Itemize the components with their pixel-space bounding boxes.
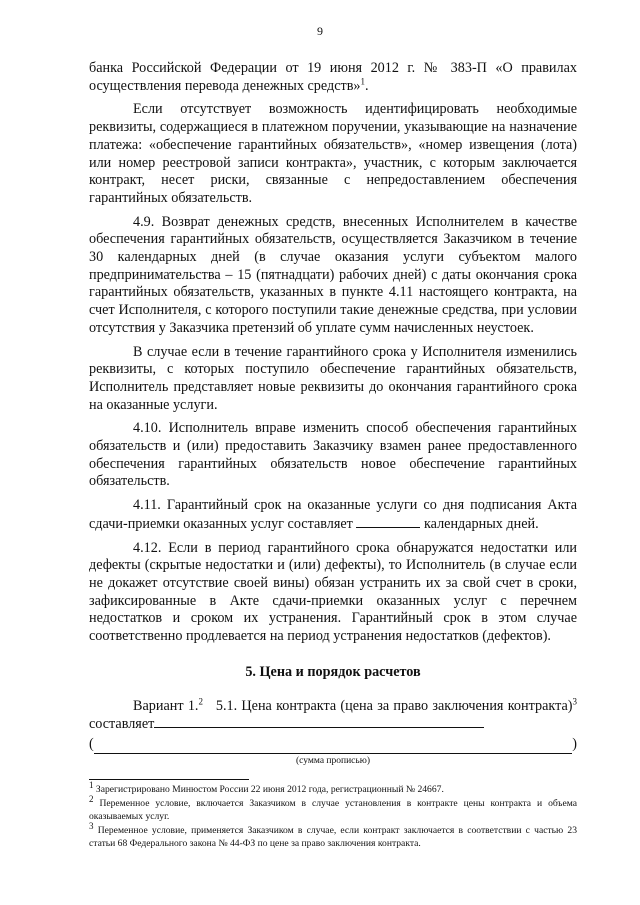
footnote-1: $^1$ Зарегистрировано Минюстом России 22 июня 2012 года, регистрационный № 24667.: [89, 779, 444, 795]
document-body: [89, 60, 577, 853]
footnote-separator: [89, 779, 249, 780]
page-number: 9: [317, 24, 323, 38]
clause-4-9: 4.9. Возврат денежных средств, внесенных Исполнителем в качестве обеспечения гарантийных обязательств, осуществляется Заказчиком в течение 30 календарных дней (в случае оказания услуги субъектом малого предпринимательства – 15 (пятнадцати) рабочих дней) с даты окончания срока гарантийных обязательств, указанных в пункте 4.11 настоящего контракта, на счет Исполнителя, с которого поступили такие денежные средства, при условии отсутствия у Заказчика претензий об уплате сумм начисленных неустоек.: [89, 213, 577, 336]
footnote-ref-2: 2: [198, 695, 203, 706]
sum-in-words-blank[interactable]: [94, 739, 573, 754]
price-amount-blank[interactable]: [154, 715, 484, 728]
price-clause: Вариант 1.$^2$ 5.1. Цена контракта (цена за право заключения контракта)$^3$ составляет: [89, 695, 577, 733]
clause-4-11: 4.11. Гарантийный срок на оказанные услуги со дня подписания Акта сдачи-приемки оказанных услуг составляет календарных дней.: [89, 497, 577, 532]
clause-4-12: 4.12. Если в период гарантийного срока обнаружатся недостатки или дефекты (скрытые недостатки и (или) дефекты), то Исполнитель (в случае если не докажет отсутствие своей вины) обязан устранить их за свой счет в сроки, зафиксированные в Акте сдачи-приемки оказанных услуг с перечнем недостатков и сроком их устранения. Гарантийный срок в этом случае соответственно продлевается на период устранения недостатков (дефектов).: [89, 539, 577, 645]
sum-in-words-line: ( ): [89, 735, 577, 752]
variant-label: Вариант 1.: [133, 697, 199, 714]
section-heading: 5. Цена и порядок расчетов: [245, 663, 421, 680]
clause-5-1-text: 5.1. Цена контракта (цена за право заключения контракта): [215, 697, 573, 714]
footnote-ref-1: 1: [360, 75, 365, 86]
paragraph-requisites-change: В случае если в течение гарантийного срока у Исполнителя изменились реквизиты, с которых поступило обеспечение гарантийных обязательств, Исполнитель представляет новые реквизиты до окончания гарантийного срока на оказанные услуги.: [89, 343, 577, 413]
footnote-2: $^2$ Переменное условие, включается Заказчиком в случае установления в контракте цены контракта и объема оказываемых услуг.: [89, 794, 577, 822]
paragraph-bank-rules: банка Российской Федерации от 19 июня 2012 г. № 383-П «О правилах осуществления перевода денежных средств»$^1$.: [89, 60, 577, 94]
footnote-3: $^3$ Переменное условие, применяется Заказчиком в случае, если контракт заключается в соответствии с частью 23 статьи 68 Федерального закона № 44-ФЗ по цене за право заключения контракта.: [89, 821, 577, 849]
clause-4-10: 4.10. Исполнитель вправе изменить способ обеспечения гарантийных обязательств и (или) предоставить Заказчику взамен ранее предоставленного обеспечения гарантийных обязательств новое обеспечение гарантийных обязательств.: [89, 420, 577, 490]
sum-in-words-caption: (сумма прописью): [296, 755, 370, 766]
paragraph-identification-risks: Если отсутствует возможность идентифицировать необходимые реквизиты, содержащиеся в платежном поручении, указывающие на назначение платежа: «обеспечение гарантийных обязательств», «номер извещения (лота) или номер реестровой записи контракта», участник, с которым заключается контракт, несет риски, связанные с непредоставлением обеспечения гарантийных обязательств.: [89, 101, 577, 206]
footnote-ref-3: 3: [572, 695, 577, 706]
warranty-days-blank[interactable]: [356, 515, 420, 528]
